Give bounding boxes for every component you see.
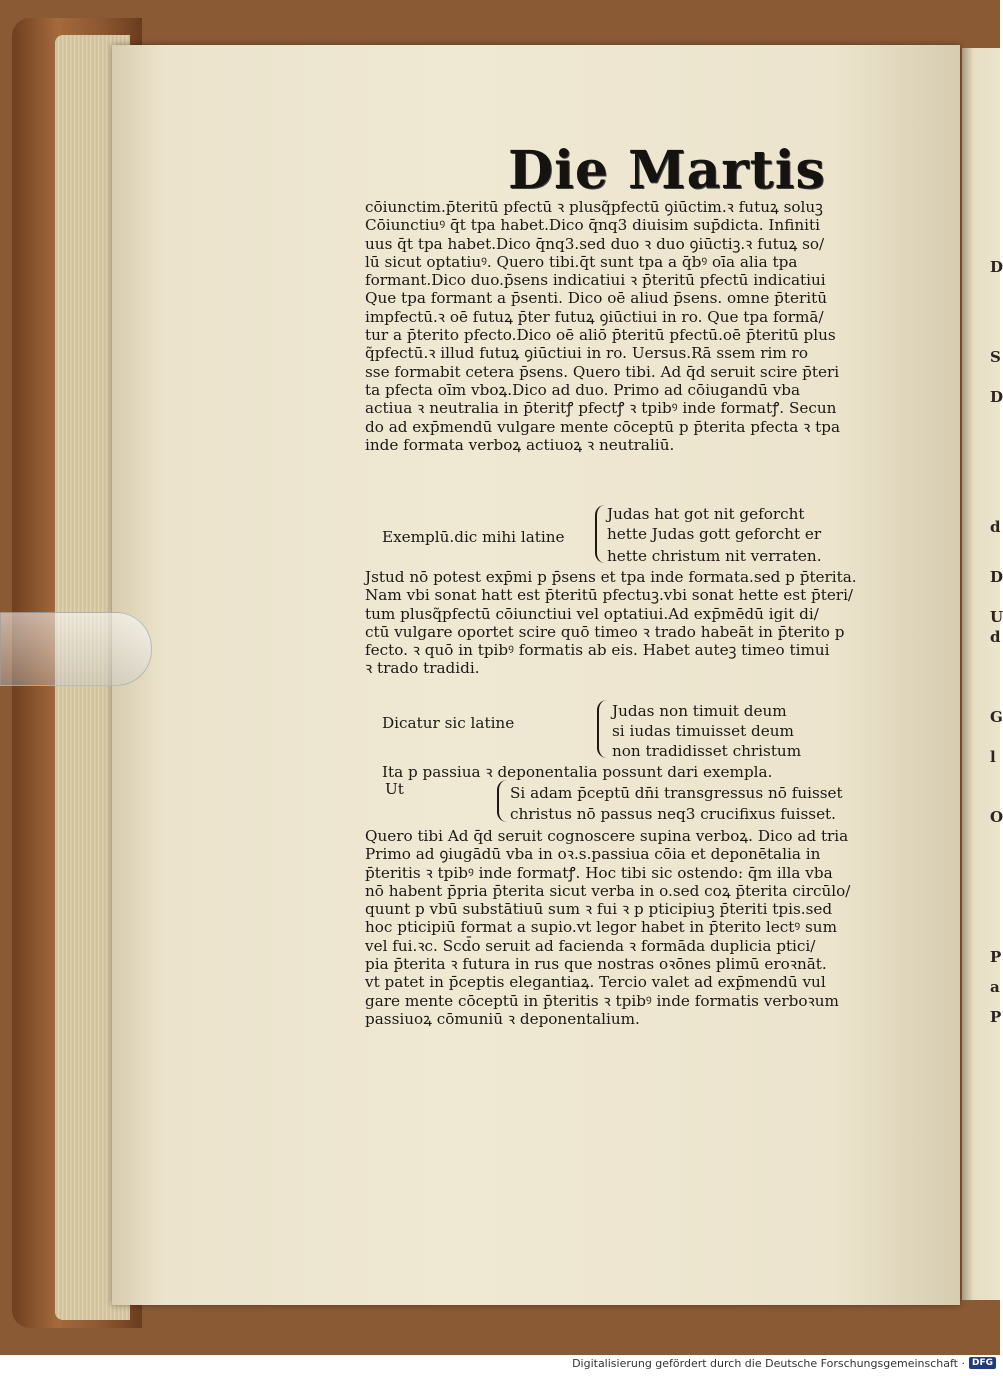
text-line: Que tpa formant a p̄senti. Dico oē aliud p̄sens. omne p̄teritū	[365, 289, 827, 308]
text-line: vt patet in p̄ceptis elegantiaꝝ. Tercio valet ad exp̄mendū vul	[365, 973, 826, 992]
text-line: pia p̄terita ꝛ futura in rus que nostras oꝛōnes plimū eroꝛnāt.	[365, 955, 827, 974]
example-2-line: si iudas timuisset deum	[612, 722, 794, 740]
text-line: Primo ad ꝯiugādū vba in oꝛ.s.passiua cōia et deponētalia in	[365, 845, 821, 864]
facing-page-fragment: O	[990, 808, 1003, 826]
text-line: Quero tibi Ad q̄d seruit cognoscere supina verboꝝ. Dico ad tria	[365, 827, 849, 845]
text-line: ꝛ trado tradidi.	[365, 659, 480, 678]
example-1-brace	[595, 505, 607, 563]
example-1-line: hette christum nit verraten.	[607, 547, 822, 565]
facing-page-edge	[962, 48, 1003, 1300]
paragraph-1	[365, 198, 935, 454]
text-line: vel fui.ꝛc. Scd̄o seruit ad facienda ꝛ formāda duplicia ptici/	[365, 936, 816, 955]
text-line: tur a p̄terito pfecto.Dico oē aliō p̄teritū pfectū.oē p̄teritū plus	[365, 326, 836, 345]
dfg-logo: DFG	[969, 1357, 996, 1369]
facing-page-fragment: P	[990, 948, 1002, 966]
footer-text: Digitalisierung gefördert durch die Deutsche Forschungsgemeinschaft ·	[572, 1356, 965, 1370]
facing-page-fragment: D	[990, 258, 1003, 276]
facing-page-fragment: U	[990, 608, 1003, 626]
paragraph-3	[365, 827, 935, 1028]
example-3-line: christus nō passus neq3 crucifixus fuisset.	[510, 805, 836, 823]
example-2-line: Judas non timuit deum	[612, 702, 787, 720]
text-line: lū sicut optatiuꝰ. Quero tibi.q̄t sunt tpa a q̄bꝰ oīa alia tpa	[365, 252, 798, 271]
footer	[572, 1354, 996, 1372]
example-2-brace	[597, 700, 609, 758]
facing-page-fragment: a	[990, 978, 1000, 996]
example-3-line: Si adam p̄ceptū dn̄i transgressus nō fuisset	[510, 784, 843, 802]
text-line: passiuoꝝ cōmuniū ꝛ deponentalium.	[365, 1009, 640, 1028]
facing-page-fragment: d	[990, 628, 1001, 646]
text-line: nō habent p̄pria p̄terita sicut verba in o.sed coꝝ p̄terita circūlo/	[365, 881, 851, 900]
text-line: Nam vbi sonat hatt est p̄teritū pfectuꝫ.vbi sonat hette est p̄teri/	[365, 586, 854, 605]
page-clip	[0, 612, 152, 686]
facing-page-fragment: S	[990, 348, 1001, 366]
text-line: ta pfecta oīm vboꝝ.Dico ad duo. Primo ad cōiugandū vba	[365, 380, 801, 399]
text-line: tum plusq̃pfectū cōiunctiui vel optatiui.Ad exp̄mēdū igit di/	[365, 604, 819, 623]
example-1-line: Judas hat got nit geforcht	[607, 505, 805, 523]
text-line: q̃pfectū.ꝛ illud futuꝝ ꝯiūctiui in ro. Uersus.Rā ssem rim ro	[365, 344, 808, 363]
text-line: inde formata verboꝝ actiuoꝝ ꝛ neutraliū.	[365, 435, 675, 454]
text-line: hoc pticipiū format a supio.vt legor habet in p̄terito lectꝰ sum	[365, 918, 837, 937]
facing-page-fragment: l	[990, 748, 996, 766]
ita-line: Ita p passiua ꝛ deponentalia possunt dari exempla.	[382, 763, 773, 781]
example-2-line: non tradidisset christum	[612, 742, 802, 760]
text-line: impfectū.ꝛ oē futuꝝ p̄ter futuꝝ ꝯiūctiui in ro. Que tpa formā/	[365, 307, 824, 326]
facing-page-fragment: G	[990, 708, 1003, 726]
text-line: Jstud nō potest exp̄mi p p̄sens et tpa inde formata.sed p p̄terita.	[365, 568, 857, 586]
text-line: do ad exp̄mendū vulgare mente cōceptū p p̄terita pfecta ꝛ tpa	[365, 417, 841, 436]
text-line: p̄teritis ꝛ tpibꝰ inde formatꝭ. Hoc tibi sic ostendo: q̄m illa vba	[365, 863, 833, 882]
facing-page-fragment: D	[990, 388, 1003, 406]
example-3-brace	[497, 780, 509, 822]
paragraph-2	[365, 568, 935, 678]
text-line: quunt p vbū substātiuū sum ꝛ fui ꝛ p pticipiuꝫ p̄teriti tpis.sed	[365, 900, 833, 919]
facing-page-fragment: D	[990, 568, 1003, 586]
text-line: fecto. ꝛ quō in tpibꝰ formatis ab eis. Habet auteꝫ timeo timui	[365, 641, 830, 660]
text-line: cōiunctim.p̄teritū pfectū ꝛ plusq̃pfectū ꝯiūctim.ꝛ futuꝝ soluꝫ	[365, 198, 823, 216]
page-heading: Die Martis	[508, 140, 826, 201]
facing-page-fragment: P	[990, 1008, 1002, 1026]
facing-page-fragment: d	[990, 518, 1001, 536]
example-2-label: Dicatur sic latine	[382, 714, 515, 732]
text-line: uus q̄t tpa habet.Dico q̄nq3.sed duo ꝛ duo ꝯiūctiꝫ.ꝛ futuꝝ so/	[365, 234, 825, 253]
text-line: Cōiunctiuꝰ q̄t tpa habet.Dico q̄nq3 diuisim sup̄dicta. Infiniti	[365, 216, 820, 235]
text-line: ctū vulgare oportet scire quō timeo ꝛ trado habeāt in p̄terito p	[365, 622, 845, 641]
example-3-label: Ut	[385, 780, 404, 798]
text-line: sse formabit cetera p̄sens. Quero tibi. Ad q̄d seruit scire p̄teri	[365, 362, 840, 381]
text-line: formant.Dico duo.p̄sens indicatiui ꝛ p̄teritū pfectū indicatiui	[365, 271, 826, 290]
text-line: gare mente cōceptū in p̄teritis ꝛ tpibꝰ inde formatis verboꝛum	[365, 991, 839, 1010]
text-line: actiua ꝛ neutralia in p̄teritꝭ pfectꝭ ꝛ tpibꝰ inde formatꝭ. Secun	[365, 399, 837, 418]
example-1-line: hette Judas gott geforcht er	[607, 525, 822, 543]
example-1-label: Exemplū.dic mihi latine	[382, 528, 565, 546]
